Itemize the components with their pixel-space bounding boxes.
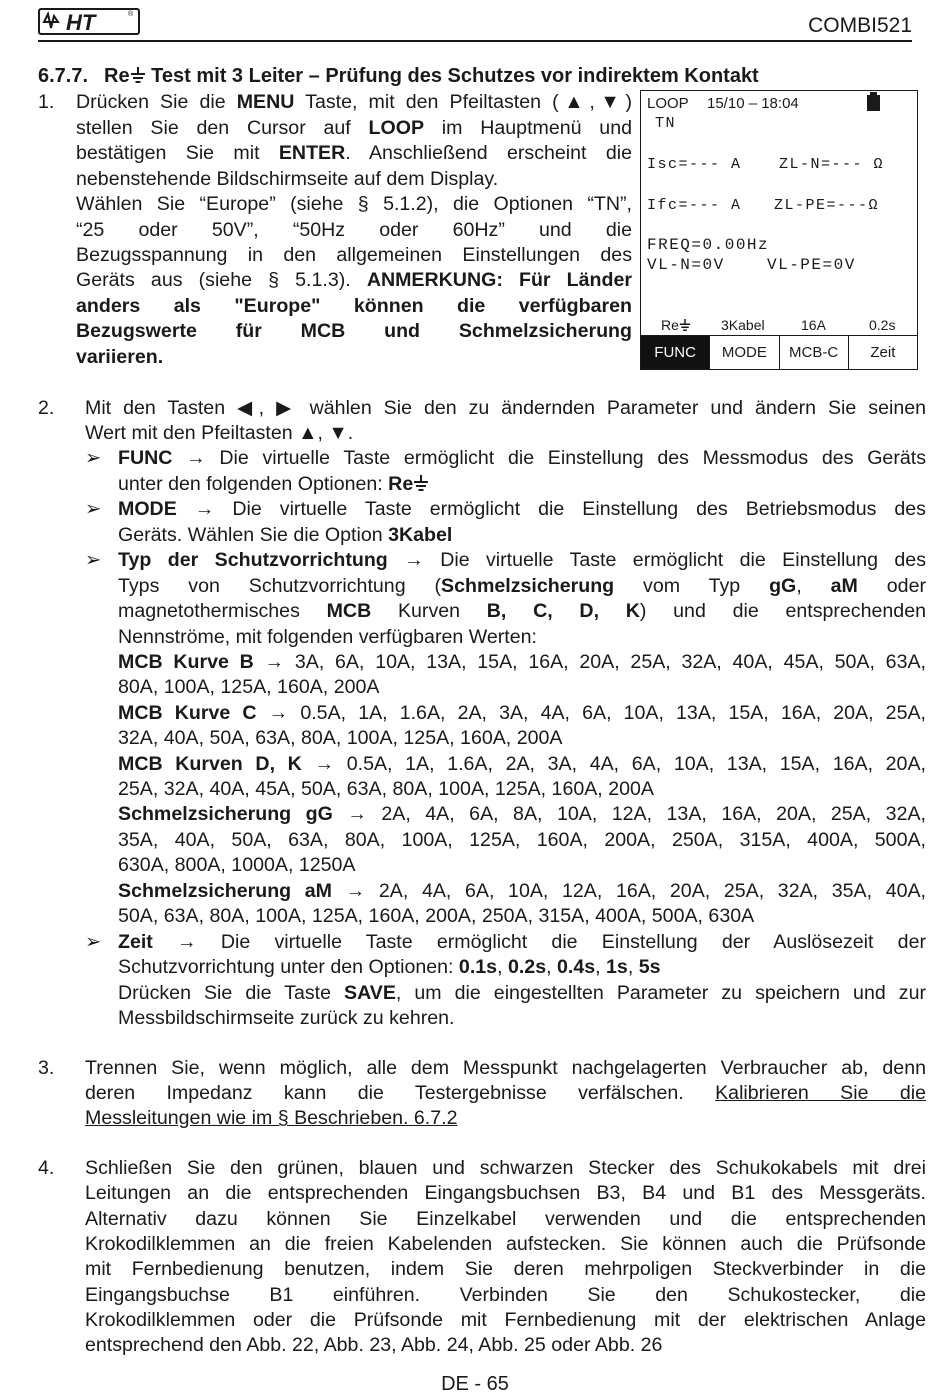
- arrow-icon: →: [264, 651, 285, 673]
- mode-line2: Geräts. Wählen Sie die Option 3Kabel: [118, 524, 453, 546]
- display-param-mode: 3Kabel: [721, 317, 765, 333]
- step4-line8: entsprechend den Abb. 22, Abb. 23, Abb. 24, Abb. 25 oder Abb. 26: [85, 1334, 663, 1356]
- step2-line1: Mit den Tasten ◀, ▶ wählen Sie den zu ändernden Parameter und ändern Sie seinen: [85, 397, 927, 419]
- display-isc: Isc=--- A: [647, 156, 742, 173]
- display-mode: LOOP: [647, 95, 689, 112]
- display-vlpe: VL-PE=0V: [767, 256, 856, 274]
- section-number: 6.7.7.: [38, 65, 89, 87]
- step4-line1: Schließen Sie den grünen, blauen und schwarzen Stecker des Schukokabels mit drei: [85, 1157, 926, 1179]
- mcb-dk-line1: MCB Kurven D, K → 0.5A, 1A, 1.6A, 2A, 3A, 4A, 6A, 10A, 13A, 15A, 16A, 20A,: [118, 753, 926, 775]
- gg-line1: Schmelzsicherung gG → 2A, 4A, 6A, 8A, 10A, 12A, 13A, 16A, 20A, 25A, 32A,: [118, 803, 926, 825]
- step4-line6: Eingangsbuchse B1 einführen. Verbinden Sie den Schukostecker, die: [85, 1284, 926, 1306]
- zeit-line4: Messbildschirmseite zurück zu kehren.: [118, 1007, 455, 1029]
- bullet-icon: ➢: [85, 931, 102, 953]
- arrow-icon: →: [404, 549, 424, 571]
- step3-line3: Messleitungen wie im § Beschrieben. 6.7.2: [85, 1107, 458, 1129]
- section-title-text: Test mit 3 Leiter – Prüfung des Schutzes vor indirektem Kontakt: [145, 65, 759, 87]
- page-number: DE - 65: [441, 1373, 509, 1395]
- zeit-line3: Drücken Sie die Taste SAVE, um die eingestellten Parameter zu speichern und zur: [118, 982, 926, 1004]
- step1-line10: Bezugswerte für MCB und Schmelzsicherung: [76, 320, 632, 342]
- arrow-icon: →: [345, 880, 366, 902]
- step2-number: 2.: [38, 397, 55, 419]
- display-system: TN: [655, 115, 677, 132]
- right-arrow-icon: ▶: [276, 397, 298, 419]
- typ-line2: Typs von Schutzvorrichtung (Schmelzsicherung vom Typ gG, aM oder: [118, 575, 927, 597]
- svg-text:®: ®: [128, 11, 134, 18]
- step1-line5: Wählen Sie “Europe” (siehe § 5.1.2), die Optionen “TN”,: [76, 193, 632, 215]
- softkey-zeit[interactable]: Zeit: [870, 344, 896, 361]
- step1-line3: bestätigen Sie mit ENTER. Anschließend erscheint die: [76, 142, 632, 164]
- step4-line2: Leitungen an die entsprechenden Eingangsbuchsen B3, B4 und B1 des Messgeräts.: [85, 1182, 926, 1204]
- softkey-row: [641, 335, 917, 369]
- mcb-b-line2: 80A, 100A, 125A, 160A, 200A: [118, 676, 380, 698]
- mode-line1: MODE → Die virtuelle Taste ermöglicht die Einstellung des Betriebsmodus des: [118, 498, 926, 520]
- softkey-mcb[interactable]: MCB-C: [780, 336, 849, 369]
- step2-line2: Wert mit den Pfeiltasten ▲, ▼.: [85, 422, 354, 444]
- softkey-func[interactable]: FUNC: [641, 336, 710, 369]
- step1-number: 1.: [38, 91, 55, 113]
- instrument-display: [640, 90, 918, 370]
- bullet-icon: ➢: [85, 549, 102, 571]
- bullet-icon: ➢: [85, 498, 102, 520]
- mcb-b-line1: MCB Kurve B → 3A, 6A, 10A, 13A, 15A, 16A, 20A, 25A, 32A, 40A, 45A, 50A, 63A,: [118, 651, 926, 673]
- left-arrow-icon: ◀: [237, 397, 259, 419]
- step3-line1: Trennen Sie, wenn möglich, alle dem Messpunkt nachgelagerten Verbraucher ab, denn: [85, 1057, 926, 1079]
- section-title: [38, 65, 759, 88]
- am-line1: Schmelzsicherung aM → 2A, 4A, 6A, 10A, 12A, 16A, 20A, 25A, 32A, 35A, 40A,: [118, 880, 926, 902]
- ht-logo: [38, 6, 140, 36]
- display-param-func: Re: [661, 317, 691, 333]
- display-zln: ZL-N=--- Ω: [779, 156, 885, 173]
- zeit-line2: Schutzvorrichtung unter den Optionen: 0.1s, 0.2s, 0.4s, 1s, 5s: [118, 956, 661, 978]
- arrow-icon: →: [177, 931, 197, 953]
- step4-line5: mit Fernbedienung benutzen, indem Sie deren mehrpoligen Steckverbinder in die: [85, 1258, 926, 1280]
- display-param-current: 16A: [801, 317, 826, 333]
- arrow-icon: →: [194, 498, 215, 520]
- display-vln: VL-N=0V: [647, 256, 725, 274]
- step4-line4: Krokodilklemmen an die freien Kabelenden aufstecken. Sie können auch die Prüfsonde: [85, 1233, 926, 1255]
- zeit-line1: Zeit → Die virtuelle Taste ermöglicht die Einstellung der Auslösezeit der: [118, 931, 926, 953]
- step1-line11: variieren.: [76, 346, 164, 368]
- typ-line1: Typ der Schutzvorrichtung → Die virtuelle Taste ermöglicht die Einstellung des: [118, 549, 926, 571]
- step1-line8: Geräts aus (siehe § 5.1.3). ANMERKUNG: Für Länder: [76, 269, 632, 291]
- display-param-time: 0.2s: [869, 317, 896, 333]
- header-rule: [38, 40, 912, 42]
- arrow-icon: →: [186, 447, 206, 469]
- step4-line3: Alternativ dazu können Sie Einzelkabel verwenden und die entsprechenden: [85, 1208, 926, 1230]
- step1-line1: Drücken Sie die MENU Taste, mit den Pfeiltasten (▲,▼): [76, 91, 632, 113]
- gg-line3: 630A, 800A, 1000A, 1250A: [118, 854, 356, 876]
- mcb-c-line1: MCB Kurve C → 0.5A, 1A, 1.6A, 2A, 3A, 4A, 6A, 10A, 13A, 15A, 16A, 20A, 25A,: [118, 702, 926, 724]
- typ-line3: magnetothermisches MCB Kurven B, C, D, K) und die entsprechenden: [118, 600, 926, 622]
- typ-line4: Nennströme, mit folgenden verfügbaren Werten:: [118, 626, 537, 648]
- display-datetime: 15/10 – 18:04: [707, 95, 799, 112]
- step1-line2: stellen Sie den Cursor auf LOOP im Hauptmenü und: [76, 117, 632, 139]
- earth-icon: [679, 319, 691, 331]
- mcb-dk-line2: 25A, 32A, 40A, 45A, 50A, 63A, 80A, 100A, 125A, 160A, 200A: [118, 778, 654, 800]
- step4-number: 4.: [38, 1157, 55, 1179]
- svg-text:HT: HT: [66, 10, 96, 35]
- step1-line7: Bezugsspannung in den allgemeinen Einstellungen des: [76, 244, 632, 266]
- bullet-icon: ➢: [85, 447, 102, 469]
- gg-line2: 35A, 40A, 50A, 63A, 80A, 100A, 125A, 160A, 200A, 250A, 315A, 400A, 500A,: [118, 829, 926, 851]
- arrow-icon: →: [268, 702, 289, 724]
- arrow-icon: →: [314, 753, 335, 775]
- step4-line7: Krokodilklemmen oder die Prüfsonde mit Fernbedienung mit der elektrischen Anlage: [85, 1309, 926, 1331]
- section-title-re: Re: [104, 65, 130, 87]
- func-line1: FUNC → Die virtuelle Taste ermöglicht die Einstellung des Messmodus des Geräts: [118, 447, 926, 469]
- battery-icon: [867, 95, 880, 111]
- model-name: COMBI521: [808, 14, 912, 37]
- am-line2: 50A, 63A, 80A, 100A, 125A, 160A, 200A, 250A, 315A, 400A, 500A, 630A: [118, 905, 755, 927]
- step1-line9: anders als "Europe" können die verfügbaren: [76, 295, 632, 317]
- mcb-c-line2: 32A, 40A, 50A, 63A, 80A, 100A, 125A, 160A, 200A: [118, 727, 563, 749]
- earth-icon: [413, 475, 429, 491]
- display-freq: FREQ=0.00Hz: [647, 236, 770, 254]
- step1-line4: nebenstehende Bildschirmseite auf dem Display.: [76, 168, 499, 190]
- display-zlpe: ZL-PE=---Ω: [774, 197, 880, 214]
- display-ifc: Ifc=--- A: [647, 197, 742, 214]
- step3-number: 3.: [38, 1057, 55, 1079]
- step1-line6: “25 oder 50V”, “50Hz oder 60Hz” und die: [76, 219, 632, 241]
- step3-line2: deren Impedanz kann die Testergebnisse verfälschen. Kalibrieren Sie die: [85, 1082, 926, 1104]
- func-line2: unter den folgenden Optionen: Re: [118, 473, 429, 496]
- earth-icon: [130, 67, 146, 83]
- softkey-mode[interactable]: MODE: [710, 336, 779, 369]
- arrow-icon: →: [347, 803, 367, 825]
